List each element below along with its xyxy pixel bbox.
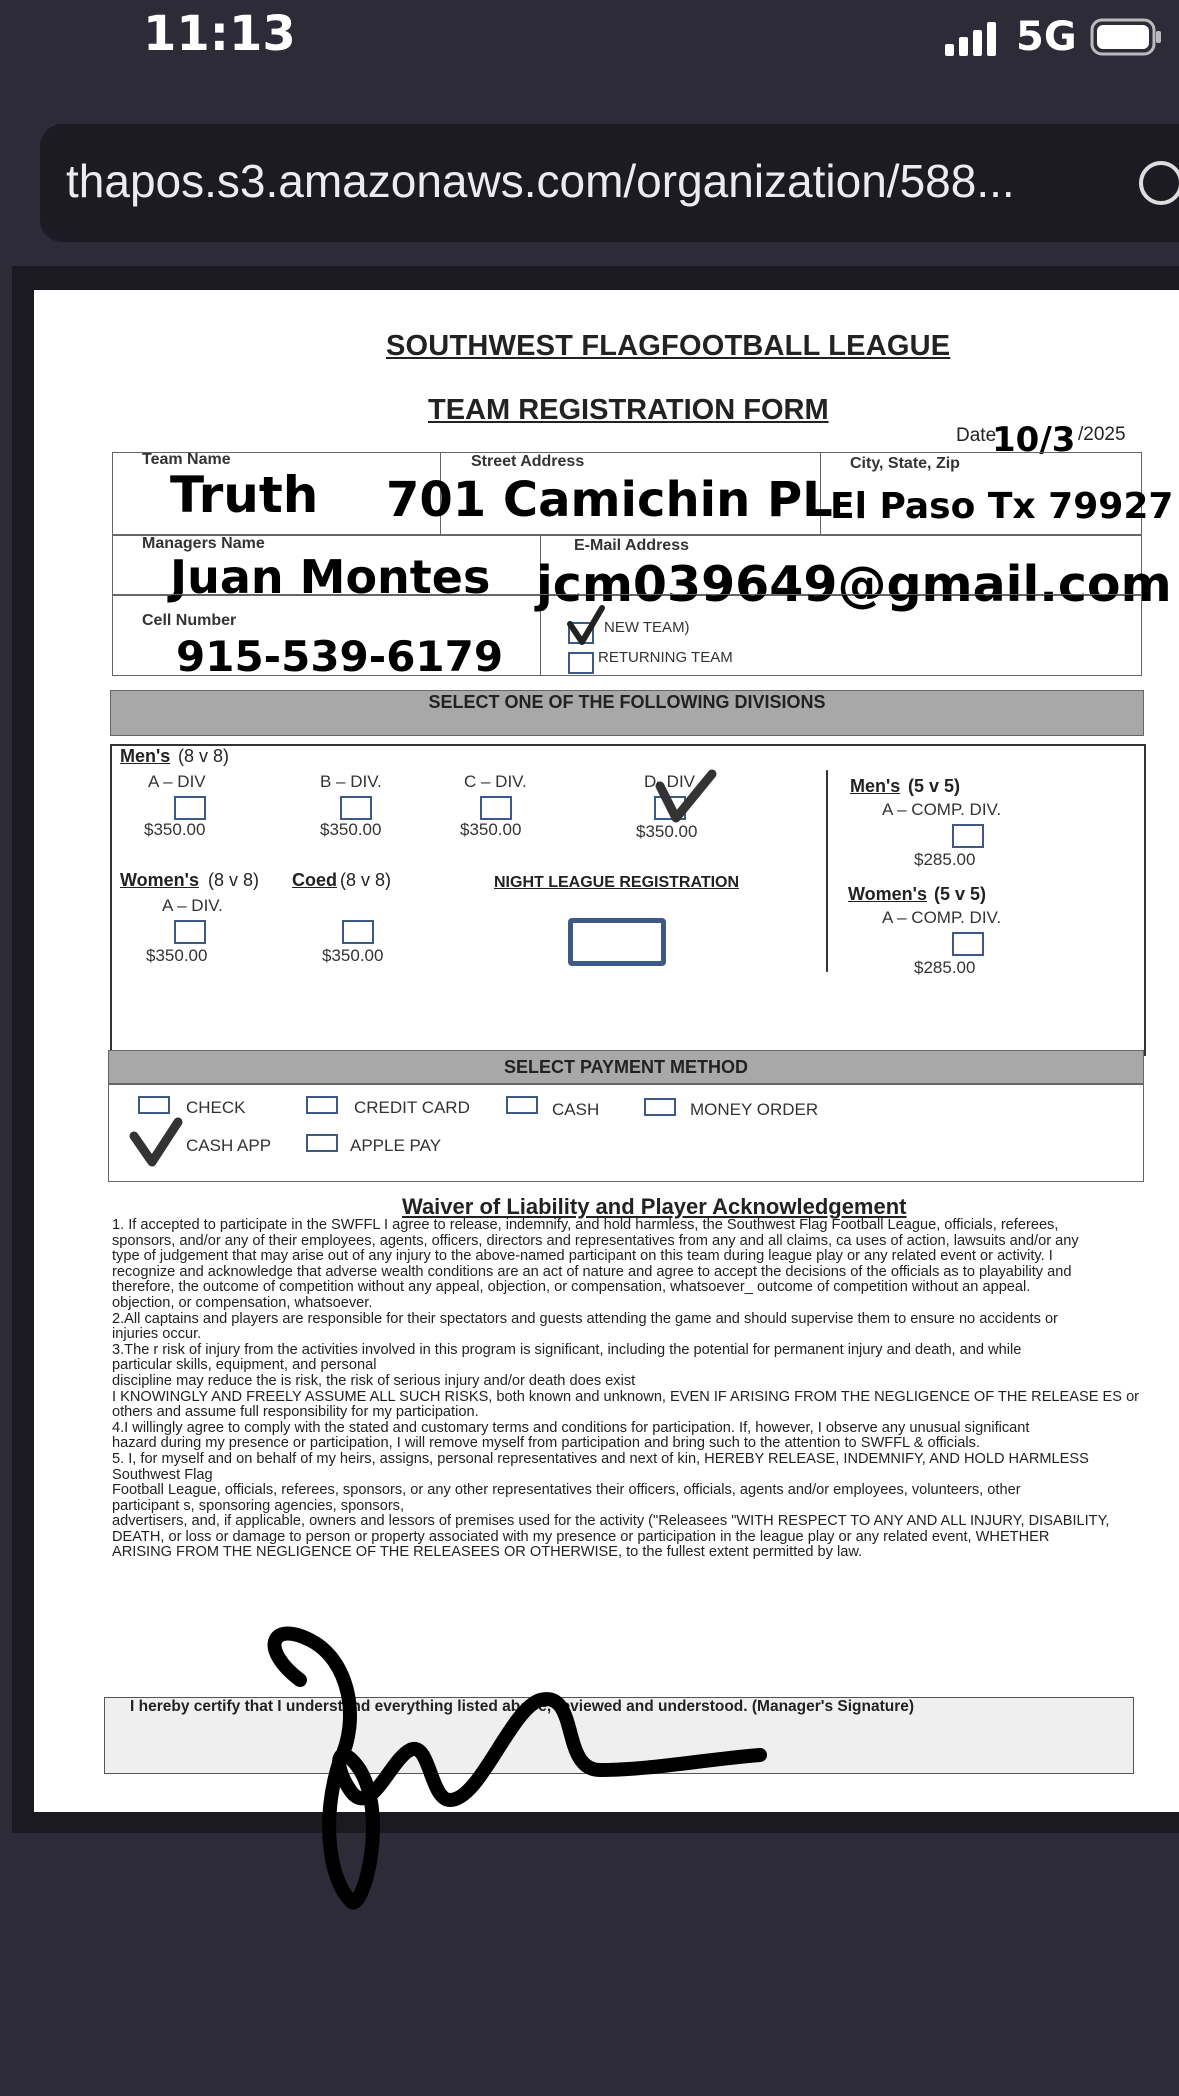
waiver-line: hazard during my presence or participation, I will remove myself from participation and bring such to the attention to SWFFL & officials. bbox=[112, 1435, 980, 1452]
d-div-label: D- DIV bbox=[644, 772, 695, 791]
check-label: CHECK bbox=[186, 1098, 246, 1117]
email-value[interactable]: jcm039649@gmail.com bbox=[536, 556, 1172, 613]
reload-icon[interactable] bbox=[1136, 158, 1179, 208]
mens8-title: Men's bbox=[120, 746, 171, 766]
credit-card-label: CREDIT CARD bbox=[354, 1098, 470, 1117]
c-div-price: $350.00 bbox=[460, 820, 522, 839]
divisions-panel bbox=[110, 744, 1146, 1056]
womens8-sub: (8 v 8) bbox=[208, 870, 260, 890]
womens5-comp-checkbox[interactable] bbox=[952, 932, 984, 956]
street-label: Street Address bbox=[471, 453, 585, 470]
waiver-line: therefore, the outcome of competition without any appeal, objection, or compensation, whatsoever_ outcome of competition without an appeal. bbox=[112, 1279, 1031, 1296]
mens8-sub: (8 v 8) bbox=[178, 746, 230, 766]
b-div-label: B – DIV. bbox=[320, 772, 382, 791]
waiver-line: 4.I willingly agree to comply with the stated and customary terms and conditions for participation. If, however, I observe any unusual significant bbox=[112, 1419, 1030, 1436]
check-checkbox[interactable] bbox=[138, 1096, 170, 1114]
night-league-checkbox[interactable] bbox=[568, 918, 666, 966]
mens5-comp-price: $285.00 bbox=[914, 850, 976, 869]
waiver-line: DEATH, or loss or damage to person or property associated with my presence or participation in the league play or any related event, WHETHER bbox=[112, 1528, 1050, 1545]
waiver-line: participant s, sponsoring agencies, sponsors, bbox=[112, 1497, 405, 1514]
cash-checkbox[interactable] bbox=[506, 1096, 538, 1114]
waiver-line: discipline may reduce the is risk, the risk of serious injury and/or death does exist bbox=[112, 1372, 636, 1389]
money-order-checkbox[interactable] bbox=[644, 1098, 676, 1116]
street-value[interactable]: 701 Camichin PL bbox=[386, 472, 833, 528]
league-title: SOUTHWEST FLAGFOOTBALL LEAGUE bbox=[386, 330, 951, 362]
manager-label: Managers Name bbox=[142, 535, 265, 552]
womens5-comp-label: A – COMP. DIV. bbox=[882, 908, 1002, 927]
waiver-text bbox=[112, 1218, 1179, 1561]
a-div-checkbox[interactable] bbox=[174, 796, 206, 820]
waiver-line: type of judgement that may arise out of any injury to the above-named participant on this team during league play or any related event or activity. I bbox=[112, 1248, 1053, 1265]
d-div-checkbox[interactable] bbox=[654, 796, 686, 820]
womens-a-div-checkbox[interactable] bbox=[174, 920, 206, 944]
payment-panel bbox=[108, 1084, 1144, 1182]
manager-value[interactable]: Juan Montes bbox=[170, 550, 491, 604]
waiver-line: Football League, officials, referees, sponsors, or any other representatives their officers, officials, agents and/or employees, volunteers, other bbox=[112, 1482, 1021, 1499]
waiver-line: others and assume full responsibility for my participation. bbox=[112, 1404, 479, 1421]
new-team-checkbox[interactable] bbox=[568, 622, 594, 644]
apple-pay-label: APPLE PAY bbox=[350, 1136, 442, 1155]
cell-value[interactable]: 915-539-6179 bbox=[176, 632, 504, 681]
waiver-line: sponsors, and/or any of their employees, agents, officers, directors and representatives from any and all claims, ca uses of action, lawsuits and/or any bbox=[112, 1232, 1079, 1249]
money-order-label: MONEY ORDER bbox=[690, 1100, 819, 1119]
a-div-label: A – DIV bbox=[148, 772, 206, 791]
c-div-label: C – DIV. bbox=[464, 772, 527, 791]
clock: 11:13 bbox=[143, 6, 296, 62]
womens5-title: Women's bbox=[848, 884, 927, 904]
returning-team-checkbox[interactable] bbox=[568, 652, 594, 674]
b-div-checkbox[interactable] bbox=[340, 796, 372, 820]
coed-title: Coed bbox=[292, 870, 337, 890]
certify-text: I hereby certify that I understand everything listed above, reviewed and understood. (Manager's Signature) bbox=[130, 1698, 915, 1715]
d-div-price: $350.00 bbox=[636, 822, 698, 841]
apple-pay-checkbox[interactable] bbox=[306, 1134, 338, 1152]
waiver-title: Waiver of Liability and Player Acknowledgement bbox=[402, 1194, 907, 1219]
url-text[interactable]: thapos.s3.amazonaws.com/organization/588... bbox=[66, 155, 1015, 207]
womens-a-div-price: $350.00 bbox=[146, 946, 208, 965]
waiver-line: advertisers, and, if applicable, owners and lessors of premises used for the activity ("Releasees "WITH RESPECT TO ANY AND ALL INJURY, DISABILITY, bbox=[112, 1513, 1110, 1530]
date-value: 10/3 bbox=[992, 420, 1076, 460]
b-div-price: $350.00 bbox=[320, 820, 382, 839]
waiver-line: particular skills, equipment, and personal bbox=[112, 1357, 377, 1374]
waiver-line: recognize and acknowledge that adverse wealth conditions are an act of nature and agree to accept the decisions of the officials as to playability and bbox=[112, 1263, 1072, 1280]
waiver-line: injuries occur. bbox=[112, 1326, 202, 1343]
city-label: City, State, Zip bbox=[850, 455, 960, 472]
mens5-comp-checkbox[interactable] bbox=[952, 824, 984, 848]
coed-sub: (8 v 8) bbox=[340, 870, 392, 890]
status-bar bbox=[0, 0, 1179, 80]
womens5-comp-price: $285.00 bbox=[914, 958, 976, 977]
mens5-sub: (5 v 5) bbox=[908, 776, 961, 796]
night-league-label: NIGHT LEAGUE REGISTRATION bbox=[494, 874, 740, 891]
payment-header: SELECT PAYMENT METHOD bbox=[108, 1050, 1144, 1084]
cellular-signal-icon bbox=[945, 22, 1005, 58]
cash-app-label: CASH APP bbox=[186, 1136, 272, 1155]
date-year: /2025 bbox=[1078, 424, 1126, 445]
waiver-line: I KNOWINGLY AND FREELY ASSUME ALL SUCH RISKS, both known and unknown, EVEN IF ARISING FROM THE NEGLIGENCE OF THE RELEASE ES or bbox=[112, 1388, 1140, 1405]
womens8-title: Women's bbox=[120, 870, 199, 890]
womens-a-div-label: A – DIV. bbox=[162, 896, 223, 915]
waiver-line: objection, or compensation, whatsoever. bbox=[112, 1294, 373, 1311]
womens5-sub: (5 v 5) bbox=[934, 884, 987, 904]
address-bar[interactable] bbox=[40, 124, 1179, 242]
waiver-line: 5. I, for myself and on behalf of my heirs, assigns, personal representatives and next of kin, HEREBY RELEASE, INDEMNIFY, AND HOLD HARMLESS bbox=[112, 1450, 1089, 1467]
mens5-title: Men's bbox=[850, 776, 901, 796]
divisions-header: SELECT ONE OF THE FOLLOWING DIVISIONS bbox=[110, 690, 1144, 736]
returning-team-label: RETURNING TEAM bbox=[598, 649, 733, 666]
new-team-label: NEW TEAM) bbox=[604, 619, 690, 636]
coed-checkbox[interactable] bbox=[342, 920, 374, 944]
cell-label: Cell Number bbox=[142, 612, 237, 629]
waiver-line: 2.All captains and players are responsible for their spectators and guests attending the game and should supervise them to ensure no accidents or bbox=[112, 1310, 1058, 1327]
mens5-comp-label: A – COMP. DIV. bbox=[882, 800, 1002, 819]
credit-card-checkbox[interactable] bbox=[306, 1096, 338, 1114]
cash-label: CASH bbox=[552, 1100, 600, 1119]
registration-form-page bbox=[34, 290, 1179, 1812]
team-name-value[interactable]: Truth bbox=[170, 466, 319, 524]
city-value[interactable]: El Paso Tx 79927 bbox=[830, 486, 1174, 527]
team-name-label: Team Name bbox=[142, 451, 231, 468]
waiver-line: Southwest Flag bbox=[112, 1466, 213, 1483]
c-div-checkbox[interactable] bbox=[480, 796, 512, 820]
network-type: 5G bbox=[1016, 14, 1077, 60]
date-label: Date bbox=[956, 425, 997, 446]
waiver-line: ARISING FROM THE NEGLIGENCE OF THE RELEASEES OR OTHERWISE, to the fullest extent permitted by law. bbox=[112, 1544, 863, 1561]
waiver-line: 3.The r risk of injury from the activities involved in this program is significant, including the potential for permanent injury and death, and while bbox=[112, 1341, 1022, 1358]
email-label: E-Mail Address bbox=[574, 537, 689, 554]
battery-icon bbox=[1090, 18, 1162, 56]
coed-price: $350.00 bbox=[322, 946, 384, 965]
divider bbox=[826, 770, 828, 972]
form-title: TEAM REGISTRATION FORM bbox=[428, 394, 829, 426]
waiver-line: 1. If accepted to participate in the SWFFL I agree to release, indemnify, and hold harmless, the Southwest Flag Football League, officials, referees, bbox=[112, 1217, 1059, 1233]
a-div-price: $350.00 bbox=[144, 820, 206, 839]
